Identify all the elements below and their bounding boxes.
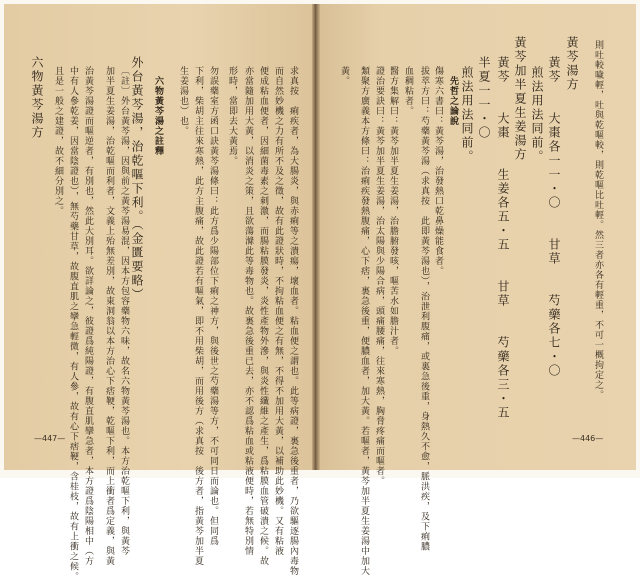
text-column: 便成粘血便者，因細菌毒素之刺激，而腸粘膜發炎，炎性產物外滲，與炎性纖維之產生，爲粘膜血管破潰之候。故: [258, 66, 268, 566]
page-number: —447—: [34, 434, 66, 443]
text-column: 類聚方廣義本方條曰：治痢疾發熱腹痛，心下痞，裏急後重，便膿血者，加大黃。若嘔者，黃芩加半夏生姜湯中加大: [359, 66, 369, 576]
text-column: 傷寒六書曰：黃芩湯，治發熱口乾鼻燥能食者。: [433, 66, 443, 276]
formula-title: 六物黃芩湯方: [30, 56, 44, 140]
text-column: 醫方集解曰：黃芩加半夏生姜湯，治膽腑發咳，嘔苦水如膽汁者。: [388, 66, 398, 356]
section-heading: 六物黃芩湯之註釋: [153, 76, 163, 156]
text-column: 證治要訣曰：黃芩加半夏生姜湯，治太陽與少陽合病，頭痛腰痛，往來寒熱，胸脅疼痛而嘔者。: [374, 66, 384, 486]
text-column: 中有人參乾姜，因當陰證也），無芍藥甘草，故腹直肌之攣急輕微，有人參，故有心下痞鞕，含桂枝，故有上衝之候。: [68, 66, 78, 582]
preparation-note: 煎法用法同前。: [460, 66, 474, 164]
text-column: 黃。: [339, 66, 349, 86]
text-column: 拔萃方曰：芍藥黃芩湯（求真按 此即黃芩湯也），治泄利腹痛，或裏急後重，身熱久不愈，脈洪疾，及下痢膿: [419, 66, 429, 552]
book-gutter: [312, 4, 320, 470]
text-column: 勿誤藥室方函口訣黃芩湯條曰：此方爲少陽部位下痢之神方，與後世之芍藥湯等方，不可同日而論也。但同爲: [208, 66, 218, 546]
ingredients-column: 黃芩 大棗 生姜各五・五 甘草 芍藥各三・五: [496, 56, 510, 420]
text-column: 加半夏生姜湯，治乾嘔而利者，文義上殆無差別，故東洞翁以本方治心下痞鞕，乾嘔下利，而上衝者爲定義，與黃: [104, 66, 114, 566]
ingredients-column: 黃芩 大棗各一一・〇 甘草 芍藥各七・〇: [547, 56, 561, 378]
page-number: —446—: [572, 434, 604, 443]
text-column: 求真按 痢疾者，為大腸炎，與赤痢等之潰瘍，壞血者。粘血便之謂也。此等病證，裏急後重者，乃欲驅逐腸內毒物: [288, 66, 298, 576]
text-column: 〔註〕外台黃芩湯，因與前之黃芩湯易混，因本方包容藥物六味，故名六物黃芩湯也。本方治乾嘔下利，與黃芩: [119, 66, 129, 556]
text-column: 則吐較噦輕，吐與乾嘔較，則乾嘔比吐輕。然三者亦各有輕重，不可一概拘定之。: [593, 40, 603, 400]
formula-title: 黃芩加半夏生姜湯方: [513, 36, 527, 162]
text-column: 血稠粘者。: [403, 66, 413, 116]
text-column: 而自然妙機之力有所不及之徵，故有此證狀時，不拘粘血便之有無，不得不加用大黃，以補助此妙機。又有粘液: [273, 66, 283, 556]
ingredients-column: 半夏一一・〇: [477, 56, 491, 140]
preparation-note: 煎法用法同前。: [530, 66, 544, 164]
formula-title: 外台黃芩湯，治乾嘔下利。（金匱要略）: [130, 56, 144, 302]
text-column: 治黃芩湯證而嘔逆者，有別也，然此大別耳。欲詳論之，彼證爲純陽證，有腹直肌攣急者，本方證爲陰陽相中（方: [83, 66, 93, 566]
text-column: 下利，柴胡主往來寒熱，此方主腹痛，故此證若有嘔氣，即不用柴胡，而用後方（求真按 後方者，指黃芩加半夏: [193, 66, 203, 566]
section-heading: 先哲之論說: [448, 76, 458, 126]
formula-title: 黃芩湯方: [565, 36, 579, 92]
text-column: 形時，當即去大黃焉。: [227, 66, 237, 166]
text-column: 且是一般之建證，故不細分別之。: [53, 66, 63, 216]
text-column: 生姜湯也）也。: [178, 66, 188, 136]
text-column: 亦當隨加用大黃，以消炎之策，且欲蕩滌此等毒物也。故裏急後重已去，亦不認爲粘血或粘液便時，若無特別情: [243, 66, 253, 556]
